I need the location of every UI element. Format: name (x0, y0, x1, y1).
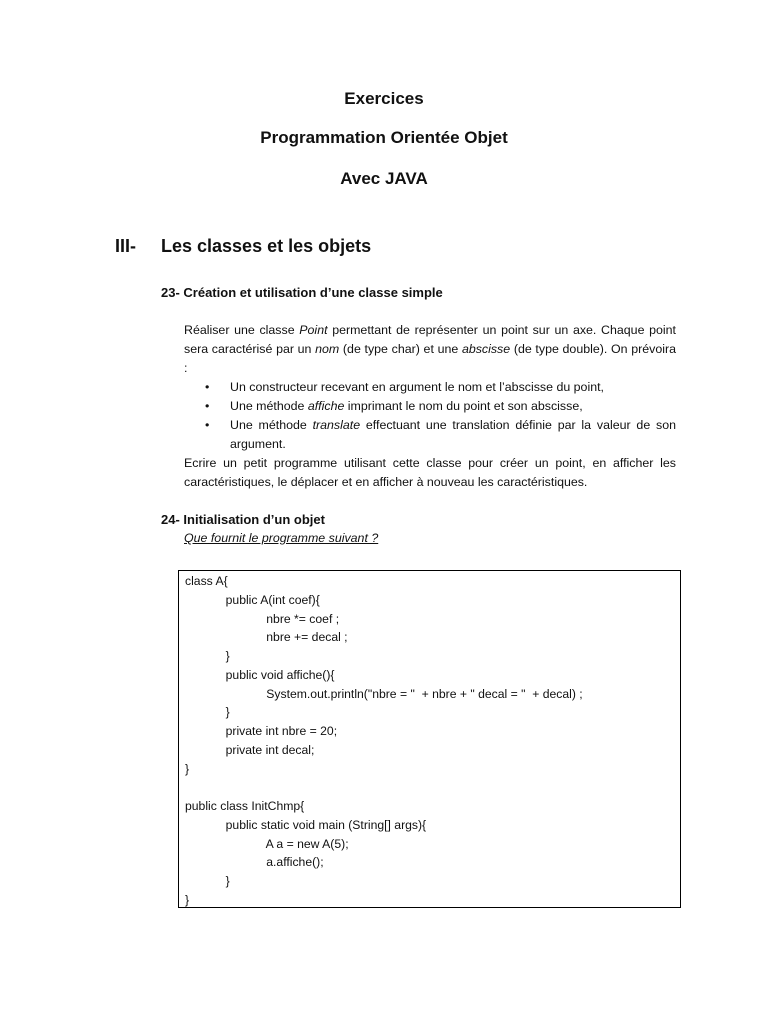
bullet-dot-icon: • (205, 399, 210, 413)
intro-text-b: permettant de représenter un point sur un axe. Chaque point sera caractérisé par un (184, 323, 677, 356)
exercise-24-question: Que fournit le programme suivant ? (184, 531, 379, 545)
bullet-method-translate: translate (312, 418, 361, 432)
bullet-method-affiche: affiche (307, 399, 345, 413)
bullet-dot-icon: • (205, 418, 210, 432)
code-line: private int decal; (185, 742, 315, 757)
list-item (184, 397, 676, 416)
exercise-23-heading: 23- Création et utilisation d’une classe simple (161, 285, 443, 300)
intro-field-nom: nom (315, 342, 340, 356)
code-line: } (185, 649, 230, 663)
code-line: private int nbre = 20; (185, 724, 338, 738)
bullet-text-a: Une méthode (230, 399, 308, 413)
bullet-dot-icon: • (205, 380, 210, 394)
code-line: public static void main (String[] args){ (185, 817, 427, 832)
section-title: Les classes et les objets (161, 236, 372, 256)
intro-class-point: Point (299, 323, 328, 337)
exercise-23-intro (184, 321, 676, 378)
bullet-text: Un constructeur recevant en argument le nom et l’abscisse du point, (230, 380, 604, 394)
exercise-24-heading: 24- Initialisation d’un objet (161, 512, 325, 527)
code-line: public void affiche(){ (185, 667, 335, 682)
bullet-text-b: imprimant le nom du point et son abscisse, (344, 399, 583, 413)
code-line: nbre *= coef ; (185, 611, 340, 626)
code-line: public A(int coef){ (185, 592, 320, 607)
doc-title-exercices: Exercices (344, 89, 424, 108)
intro-text-d: (de type double). On prévoira : (184, 342, 676, 375)
intro-text-a: Réaliser une classe (184, 323, 300, 337)
intro-text-c: (de type char) et une (339, 342, 462, 356)
code-line: System.out.println("nbre = " + nbre + " decal = " + decal) ; (185, 686, 583, 701)
intro-field-abscisse: abscisse (461, 342, 511, 356)
code-listing (185, 572, 583, 910)
section-number: III- (115, 236, 136, 256)
exercise-23-requirements (184, 378, 676, 454)
bullet-text-a: Une méthode (230, 418, 313, 432)
code-listing-box (178, 570, 681, 908)
code-line: } (185, 874, 230, 888)
code-line: public class InitChmp{ (185, 799, 305, 813)
exercise-23-outro: Ecrire un petit programme utilisant cette classe pour créer un point, en afficher les caractéristiques, le déplacer et en afficher à nouveau les caractéristiques. (184, 456, 676, 489)
doc-title-language: Avec JAVA (340, 169, 428, 188)
list-item (184, 416, 676, 454)
code-line: } (185, 761, 190, 776)
code-line: nbre += decal ; (185, 630, 348, 645)
doc-title-course: Programmation Orientée Objet (260, 128, 508, 147)
bullet-text-b: effectuant une translation définie par la valeur de son argument. (230, 418, 676, 451)
code-line: } (185, 892, 190, 907)
list-item (184, 378, 676, 397)
code-line: } (185, 705, 230, 720)
code-line (185, 778, 583, 797)
code-line: a.affiche(); (185, 855, 324, 870)
code-line: A a = new A(5); (185, 836, 349, 851)
code-line: class A{ (185, 574, 228, 588)
